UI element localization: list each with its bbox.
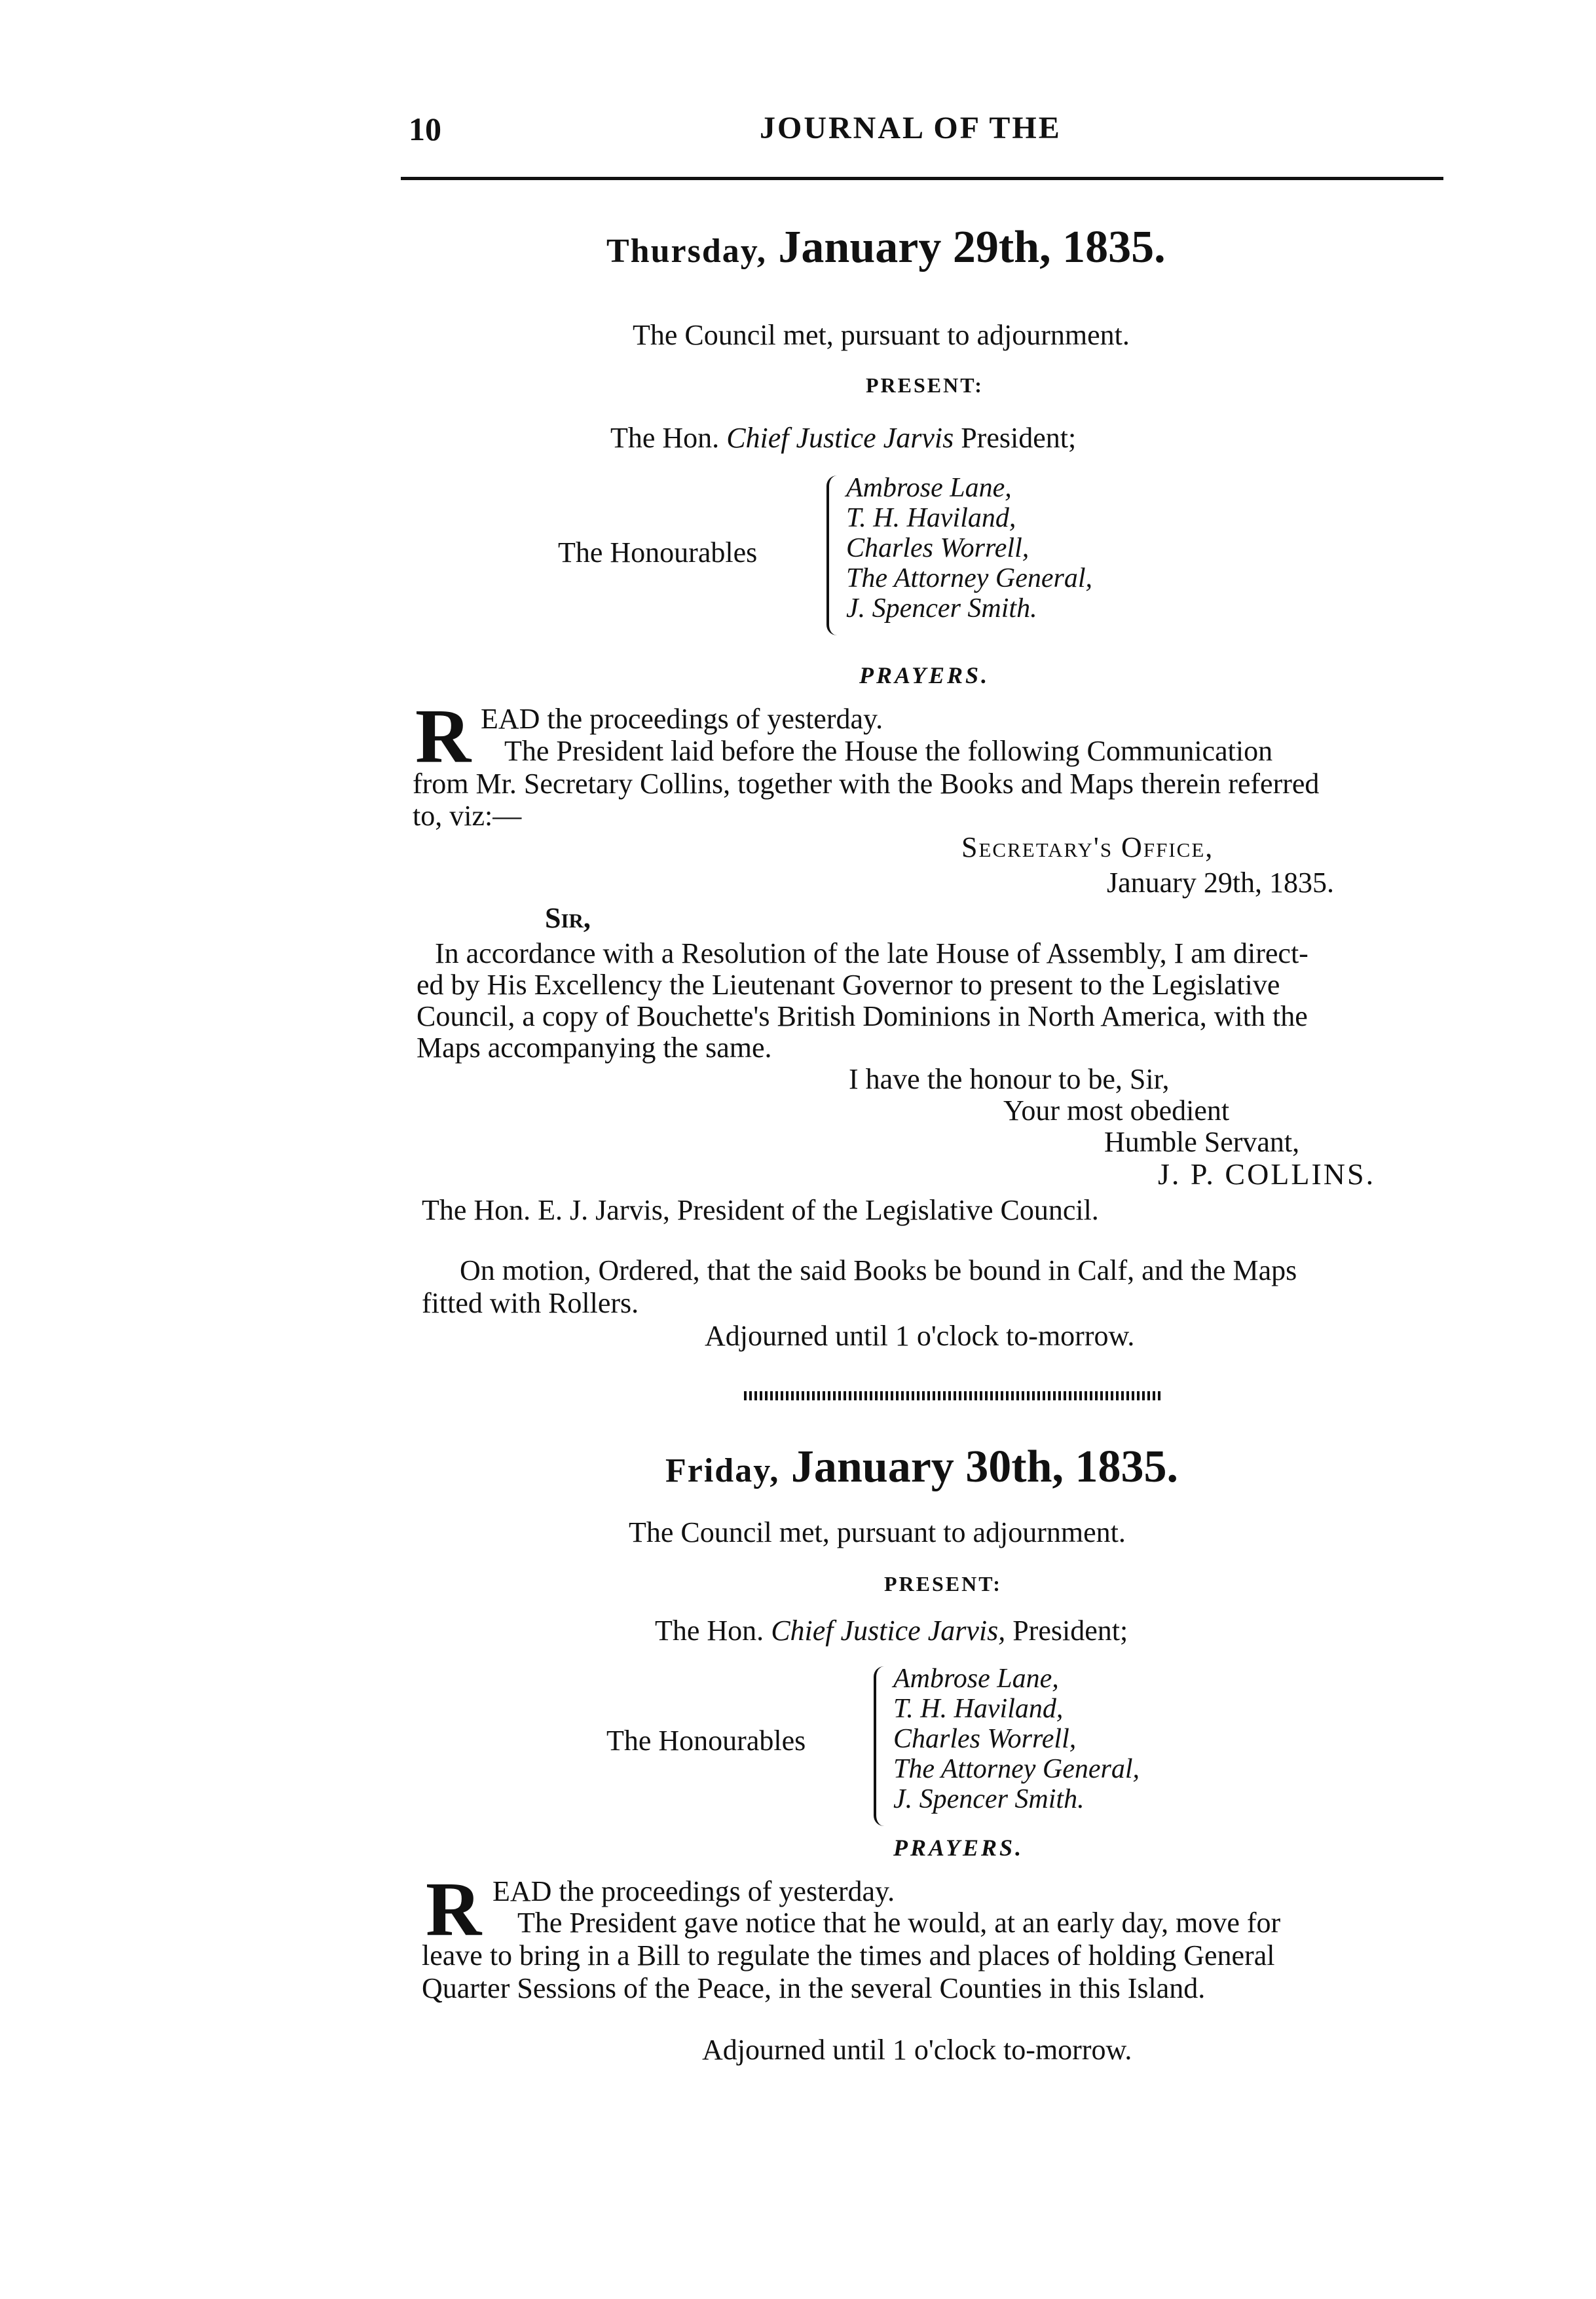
letter-date: January 29th, 1835.: [1107, 867, 1335, 899]
entry1-adjourned: Adjourned until 1 o'clock to-morrow.: [705, 1320, 1135, 1352]
entry1-date-heading: [606, 221, 1166, 274]
letter-closing3: Humble Servant,: [1104, 1126, 1300, 1158]
letter-addressee: The Hon. E. J. Jarvis, President of the Legislative Council.: [422, 1194, 1099, 1226]
entry1-honourable-4: The Attorney General,: [846, 563, 1092, 593]
entry1-honourable-3: Charles Worrell,: [846, 533, 1030, 563]
letter-body-line2: ed by His Excellency the Lieutenant Governor to present to the Legislative: [417, 969, 1280, 1001]
entry2-honourable-1: Ambrose Lane,: [893, 1664, 1059, 1694]
running-header: JOURNAL OF THE: [760, 111, 1062, 145]
entry1-motion-line2: fitted with Rollers.: [422, 1287, 639, 1319]
entry1-president-prefix: The Hon.: [610, 422, 720, 454]
header-rule: [401, 177, 1443, 180]
entry2-prayers: PRAYERS.: [893, 1835, 1024, 1861]
entry1-honourable-1: Ambrose Lane,: [846, 473, 1012, 503]
entry2-president-prefix: The Hon.: [655, 1615, 764, 1647]
entry2-date: January 30th, 1835.: [779, 1442, 1179, 1492]
entry2-honourable-4: The Attorney General,: [893, 1754, 1140, 1784]
letter-closing1: I have the honour to be, Sir,: [849, 1063, 1170, 1095]
entry2-honourable-2: T. H. Haviland,: [893, 1694, 1064, 1724]
entry2-honourable-3: Charles Worrell,: [893, 1724, 1077, 1754]
entry2-adjourned: Adjourned until 1 o'clock to-morrow.: [702, 2034, 1132, 2066]
entry1-honourables-label: The Honourables: [558, 536, 758, 569]
entry1-prayers: PRAYERS.: [859, 662, 990, 688]
entry1-brace: [826, 476, 840, 635]
entry2-para-line3: leave to bring in a Bill to regulate the times and places of holding General: [422, 1939, 1275, 1972]
entry1-para-line3: from Mr. Secretary Collins, together with the Books and Maps therein referred: [413, 768, 1320, 800]
entry1-president-line: [610, 421, 1076, 455]
letter-body-line1: In accordance with a Resolution of the late House of Assembly, I am direct-: [435, 937, 1308, 969]
entry1-motion-line1: On motion, Ordered, that the said Books be bound in Calf, and the Maps: [460, 1254, 1297, 1286]
entry2-president-name: Chief Justice Jarvis,: [771, 1615, 1006, 1647]
entry1-met: The Council met, pursuant to adjournment.: [633, 319, 1130, 351]
entry1-president-name: Chief Justice Jarvis: [726, 422, 954, 454]
entry2-honourable-5: J. Spencer Smith.: [893, 1784, 1085, 1814]
letter-closing2: Your most obedient: [1003, 1094, 1230, 1127]
letter-body-line4: Maps accompanying the same.: [417, 1032, 772, 1064]
entry2-honourables-list: [893, 1664, 1140, 1814]
entry1-president-suffix: President;: [961, 422, 1077, 454]
entry1-weekday: Thursday,: [606, 233, 767, 270]
entry1-honourable-5: J. Spencer Smith.: [846, 593, 1037, 624]
entry1-para-line1: EAD the proceedings of yesterday.: [481, 703, 883, 735]
entry2-para-line1: EAD the proceedings of yesterday.: [492, 1875, 895, 1907]
entry1-honourables-list: [846, 473, 1092, 624]
entry2-present: PRESENT:: [884, 1572, 1002, 1596]
entry2-president-line: [655, 1614, 1128, 1647]
entry1-present: PRESENT:: [866, 373, 984, 397]
letter-signature: J. P. COLLINS.: [1158, 1157, 1376, 1191]
entry2-dropcap: R: [426, 1866, 482, 1952]
page-number: 10: [409, 111, 441, 147]
entry1-honourable-2: T. H. Haviland,: [846, 503, 1016, 533]
entry1-date: January 29th, 1835.: [766, 222, 1166, 272]
letter-salutation: Sir,: [545, 902, 591, 934]
letter-body-line3: Council, a copy of Bouchette's British Dominions in North America, with the: [417, 1000, 1308, 1032]
entry1-para-line2: The President laid before the House the following Communication: [504, 735, 1273, 767]
entry1-dropcap: R: [415, 693, 472, 779]
entry2-date-heading: [665, 1441, 1178, 1493]
entry2-honourables-label: The Honourables: [606, 1725, 806, 1757]
entry2-met: The Council met, pursuant to adjournment.: [629, 1516, 1126, 1548]
entry2-para-line2: The President gave notice that he would, at an early day, move for: [517, 1907, 1281, 1939]
entry2-para-line4: Quarter Sessions of the Peace, in the several Counties in this Island.: [422, 1972, 1206, 2004]
section-divider: [744, 1391, 1163, 1400]
entry2-president-suffix: President;: [1012, 1615, 1128, 1647]
letter-office: Secretary's Office,: [961, 831, 1214, 863]
entry2-weekday: Friday,: [665, 1452, 780, 1489]
entry2-brace: [874, 1666, 887, 1826]
entry1-para-line4: to, viz:—: [413, 800, 522, 832]
